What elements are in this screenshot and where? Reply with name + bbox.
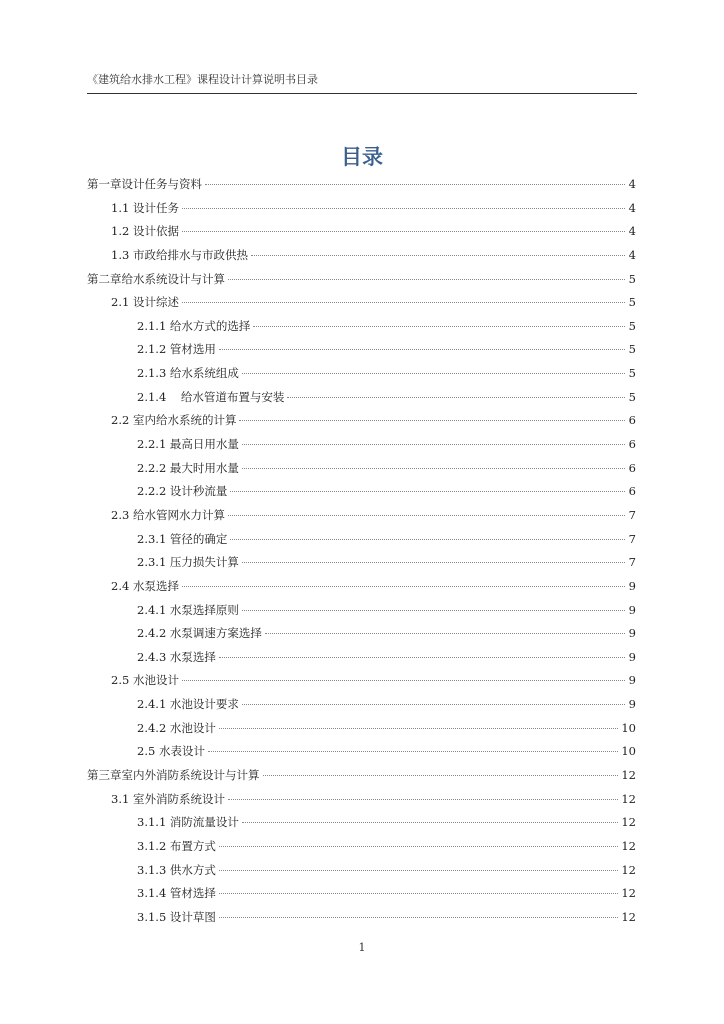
toc-entry-title: 2.2 室内给水系统的计算 (111, 413, 237, 428)
toc-entry-page: 9 (628, 673, 636, 688)
toc-entry[interactable] (87, 483, 636, 507)
toc-entry-title: 3.1.2 布置方式 (137, 838, 216, 853)
toc-entry[interactable] (87, 649, 636, 673)
toc-entry-page: 5 (628, 271, 636, 286)
toc-entry-title: 2.1.4 给水管道布置与安装 (137, 389, 285, 404)
toc-entry-page: 5 (628, 366, 636, 381)
toc-dot-leader (219, 870, 618, 871)
toc-entry-title: 2.4.1 水泵选择原则 (137, 602, 239, 617)
toc-entry-page: 9 (628, 602, 636, 617)
toc-entry-title: 2.1.3 给水系统组成 (137, 366, 239, 381)
toc-dot-leader (230, 491, 625, 492)
toc-entry[interactable] (87, 909, 636, 933)
toc-entry-title: 2.3.1 压力损失计算 (137, 555, 239, 570)
toc-entry-page: 12 (621, 862, 636, 877)
toc-entry[interactable] (87, 412, 636, 436)
toc-entry-title: 第二章给水系统设计与计算 (87, 271, 225, 286)
toc-entry[interactable] (87, 578, 636, 602)
toc-entry-page: 9 (628, 578, 636, 593)
toc-entry-title: 2.1 设计综述 (111, 295, 179, 310)
toc-entry-title: 2.4.2 水池设计 (137, 720, 216, 735)
toc-dot-leader (219, 657, 625, 658)
toc-entry-page: 12 (621, 791, 636, 806)
toc-entry-page: 4 (628, 177, 636, 191)
toc-entry-title: 1.2 设计依据 (111, 224, 179, 239)
toc-entry[interactable] (87, 885, 636, 909)
toc-entry-title: 1.3 市政给排水与市政供热 (111, 247, 248, 262)
toc-entry[interactable] (87, 176, 636, 200)
toc-entry[interactable] (87, 720, 636, 744)
toc-entry-title: 2.4.3 水泵选择 (137, 649, 216, 664)
toc-entry-page: 12 (621, 768, 636, 783)
toc-entry[interactable] (87, 743, 636, 767)
toc-entry[interactable] (87, 365, 636, 389)
toc-dot-leader (242, 562, 625, 563)
table-of-contents (87, 176, 636, 933)
toc-entry[interactable] (87, 838, 636, 862)
toc-entry[interactable] (87, 341, 636, 365)
toc-entry-page: 5 (628, 342, 636, 357)
toc-entry-page: 5 (628, 295, 636, 310)
toc-entry-page: 6 (628, 460, 636, 475)
toc-dot-leader (242, 373, 625, 374)
toc-dot-leader (219, 917, 618, 918)
toc-entry[interactable] (87, 602, 636, 626)
toc-entry-page: 5 (628, 389, 636, 404)
toc-entry-page: 4 (628, 247, 636, 262)
toc-dot-leader (230, 539, 625, 540)
toc-entry[interactable] (87, 767, 636, 791)
toc-entry[interactable] (87, 791, 636, 815)
toc-dot-leader (182, 208, 625, 209)
toc-entry[interactable] (87, 247, 636, 271)
toc-entry-title: 2.1.1 给水方式的选择 (137, 318, 251, 333)
toc-dot-leader (242, 704, 625, 705)
toc-entry-page: 7 (628, 507, 636, 522)
toc-dot-leader (265, 633, 625, 634)
toc-entry-title: 3.1 室外消防系统设计 (111, 791, 225, 806)
toc-dot-leader (182, 680, 625, 681)
toc-entry[interactable] (87, 436, 636, 460)
toc-entry-title: 1.1 设计任务 (111, 200, 179, 215)
toc-entry-page: 6 (628, 437, 636, 452)
toc-entry[interactable] (87, 531, 636, 555)
toc-dot-leader (219, 728, 618, 729)
toc-entry-page: 7 (628, 531, 636, 546)
toc-entry-title: 2.3 给水管网水力计算 (111, 507, 225, 522)
toc-entry-title: 3.1.5 设计草图 (137, 909, 216, 924)
toc-dot-leader (242, 468, 625, 469)
toc-entry-page: 7 (628, 555, 636, 570)
toc-dot-leader (228, 279, 625, 280)
toc-entry-page: 4 (628, 224, 636, 239)
toc-entry-title: 3.1.1 消防流量设计 (137, 815, 239, 830)
toc-dot-leader (242, 822, 618, 823)
toc-entry-page: 12 (621, 838, 636, 853)
running-header: 《建筑给水排水工程》课程设计计算说明书目录 (87, 71, 637, 94)
toc-entry-page: 6 (628, 413, 636, 428)
toc-entry-title: 2.1.2 管材选用 (137, 342, 216, 357)
toc-entry-page: 9 (628, 626, 636, 641)
page-number: 1 (358, 941, 366, 954)
toc-dot-leader (219, 349, 625, 350)
toc-entry-title: 3.1.4 管材选择 (137, 886, 216, 901)
toc-dot-leader (242, 610, 625, 611)
toc-entry-page: 9 (628, 697, 636, 712)
toc-entry-page: 5 (628, 318, 636, 333)
toc-entry[interactable] (87, 460, 636, 484)
toc-entry-title: 2.2.1 最高日用水量 (137, 437, 239, 452)
toc-entry[interactable] (87, 554, 636, 578)
toc-dot-leader (205, 184, 625, 185)
toc-entry-title: 2.4.1 水池设计要求 (137, 697, 239, 712)
toc-entry-title: 3.1.3 供水方式 (137, 862, 216, 877)
toc-dot-leader (287, 397, 625, 398)
toc-entry-page: 10 (621, 744, 636, 759)
toc-entry-title: 2.2.2 最大时用水量 (137, 460, 239, 475)
toc-dot-leader (228, 515, 625, 516)
toc-entry[interactable] (87, 223, 636, 247)
toc-entry[interactable] (87, 696, 636, 720)
toc-dot-leader (242, 444, 625, 445)
toc-entry-page: 12 (621, 886, 636, 901)
toc-entry-title: 2.5 水表设计 (137, 744, 205, 759)
toc-dot-leader (228, 799, 618, 800)
toc-entry-page: 10 (621, 720, 636, 735)
toc-entry[interactable] (87, 200, 636, 224)
toc-dot-leader (239, 420, 625, 421)
toc-dot-leader (263, 775, 619, 776)
toc-dot-leader (253, 326, 625, 327)
toc-dot-leader (182, 231, 625, 232)
toc-entry[interactable] (87, 294, 636, 318)
toc-entry-title: 2.4.2 水泵调速方案选择 (137, 626, 262, 641)
toc-entry-page: 12 (621, 909, 636, 924)
toc-entry-title: 2.4 水泵选择 (111, 578, 179, 593)
toc-entry-title: 2.2.2 设计秒流量 (137, 484, 228, 499)
toc-dot-leader (219, 846, 618, 847)
toc-entry[interactable] (87, 814, 636, 838)
toc-entry-title: 第一章设计任务与资料 (87, 177, 202, 191)
toc-entry-title: 第三章室内外消防系统设计与计算 (87, 768, 260, 783)
toc-entry-page: 12 (621, 815, 636, 830)
toc-dot-leader (219, 893, 618, 894)
toc-entry[interactable] (87, 271, 636, 295)
toc-dot-leader (182, 586, 625, 587)
toc-entry[interactable] (87, 625, 636, 649)
toc-dot-leader (182, 302, 625, 303)
toc-entry[interactable] (87, 389, 636, 413)
toc-entry-page: 9 (628, 649, 636, 664)
toc-dot-leader (208, 751, 618, 752)
toc-entry[interactable] (87, 672, 636, 696)
toc-entry[interactable] (87, 318, 636, 342)
toc-entry-page: 6 (628, 484, 636, 499)
toc-dot-leader (251, 255, 625, 256)
toc-entry-title: 2.5 水池设计 (111, 673, 179, 688)
toc-entry-title: 2.3.1 管径的确定 (137, 531, 228, 546)
toc-entry[interactable] (87, 507, 636, 531)
page-title: 目录 (341, 145, 383, 169)
toc-entry-page: 4 (628, 200, 636, 215)
toc-entry[interactable] (87, 862, 636, 886)
